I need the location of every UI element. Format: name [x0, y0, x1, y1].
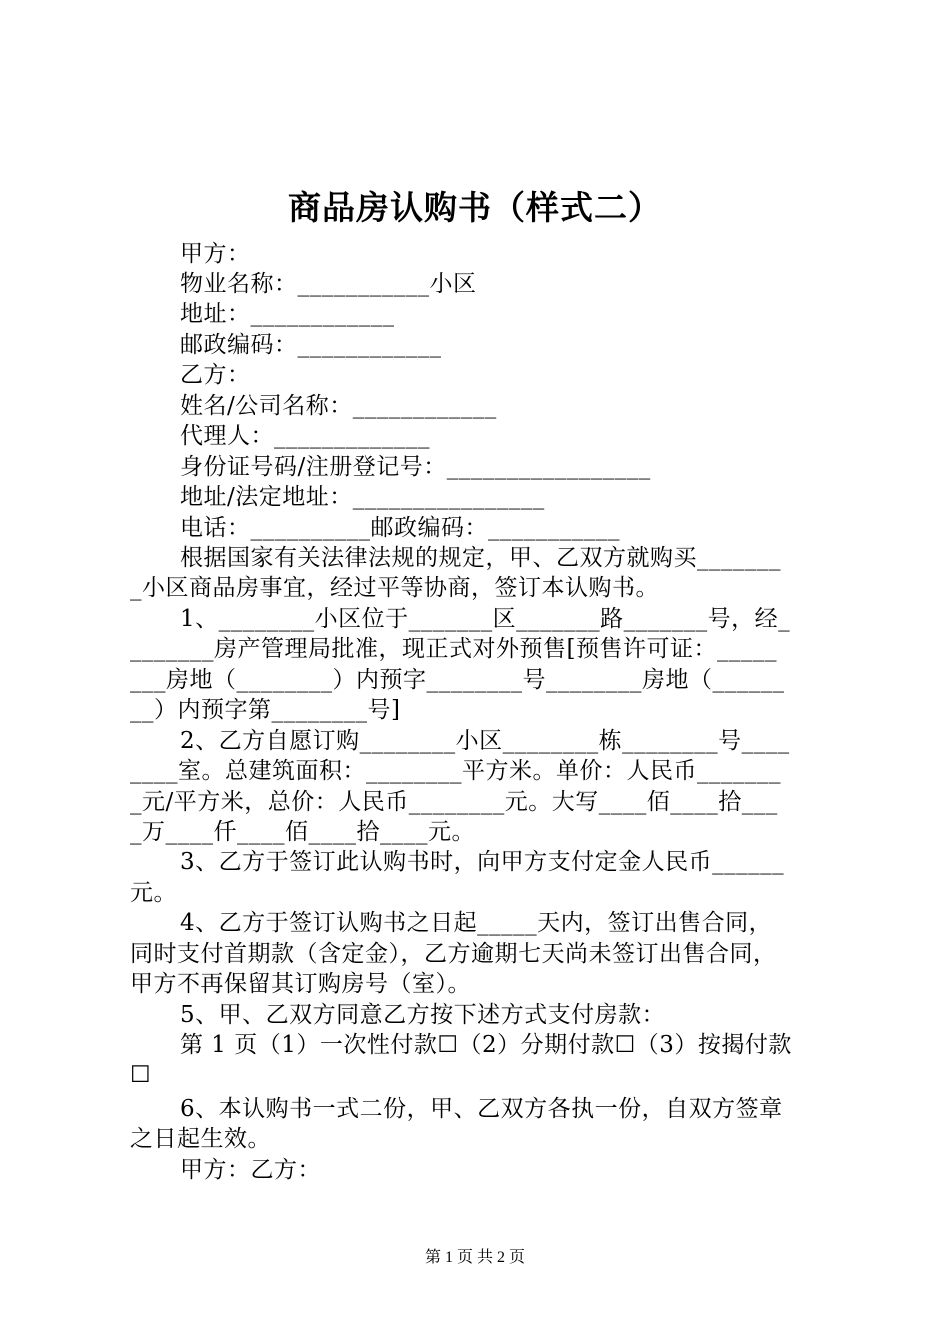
preamble-line-1: 根据国家有关法律法规的规定，甲、乙双方就购买_______ — [180, 545, 781, 571]
page-footer: 第 1 页 共 2 页 — [424, 1249, 525, 1266]
postal-code-line: 邮政编码：____________ — [180, 332, 442, 358]
payment-options-line: 第 1 页（1）一次性付款☐（2）分期付款☐（3）按揭付款 — [180, 1032, 792, 1058]
clause-2-line-3: _元/平方米，总价：人民币________元。大写____佰____拾___ — [130, 789, 778, 815]
name-company-line: 姓名/公司名称：____________ — [180, 393, 497, 419]
clause-1-line-4: __）内预字第________号] — [130, 697, 401, 723]
clause-3-line-2: 元。 — [130, 880, 177, 906]
legal-address-line: 地址/法定地址：________________ — [180, 484, 545, 510]
clause-2-line-2: ____室。总建筑面积：________平方米。单价：人民币_______ — [130, 758, 781, 784]
clause-1-line-2: _______房产管理局批准，现正式对外预售[预售许可证：_____ — [130, 636, 777, 662]
address-line: 地址：____________ — [180, 301, 395, 327]
party-a-label: 甲方： — [180, 241, 251, 267]
clause-2-line-1: 2、乙方自愿订购________小区________栋________号____ — [180, 728, 790, 754]
clause-6-line-2: 之日起生效。 — [130, 1126, 271, 1152]
clause-5-line-1: 5、甲、乙双方同意乙方按下述方式支付房款： — [180, 1002, 666, 1028]
signature-line: 甲方：乙方： — [180, 1157, 321, 1183]
clause-3-line-1: 3、乙方于签订此认购书时，向甲方支付定金人民币______ — [180, 849, 785, 875]
preamble-line-2: _小区商品房事宜，经过平等协商，签订本认购书。 — [130, 575, 659, 601]
phone-postal-line: 电话：__________邮政编码：___________ — [180, 515, 620, 541]
party-b-label: 乙方： — [180, 362, 251, 388]
document-title: 商品房认购书（样式二） — [288, 188, 662, 227]
agent-line: 代理人：_____________ — [180, 423, 430, 449]
clause-4-line-2: 同时支付首期款（含定金），乙方逾期七天尚未签订出售合同， — [130, 941, 777, 967]
clause-4-line-3: 甲方不再保留其订购房号（室）。 — [130, 971, 471, 997]
property-name-line: 物业名称：___________小区 — [180, 271, 477, 297]
clause-1-line-1: 1、________小区位于_______区_______路_______号，经_ — [180, 606, 791, 632]
payment-checkbox-line: ☐ — [130, 1062, 152, 1088]
clause-6-line-1: 6、本认购书一式二份，甲、乙双方各执一份，自双方签章 — [180, 1096, 783, 1122]
clause-2-line-4: _万____仟____佰____拾____元。 — [130, 819, 475, 845]
id-number-line: 身份证号码/注册登记号：_________________ — [180, 454, 651, 480]
clause-4-line-1: 4、乙方于签订认购书之日起_____天内，签订出售合同， — [180, 910, 773, 936]
clause-1-line-3: ___房地（________）内预字________号________房地（______ — [130, 667, 785, 693]
